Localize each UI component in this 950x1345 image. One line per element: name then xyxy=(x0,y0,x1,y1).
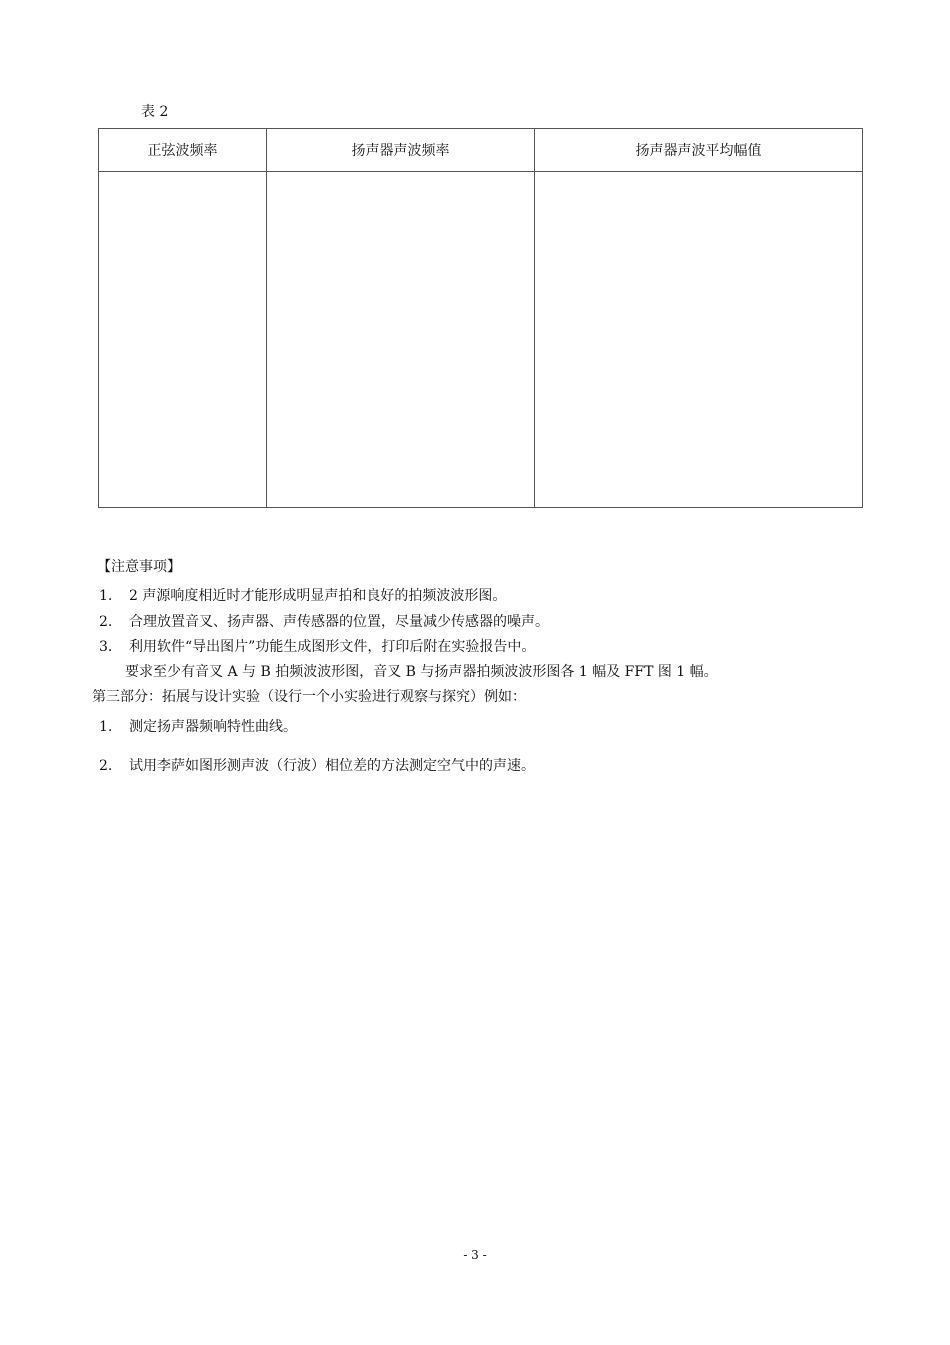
list-item-number: 1. xyxy=(99,719,113,735)
table-cell[interactable] xyxy=(535,172,863,508)
list-item-text: 2 声源响度相近时才能形成明显声拍和良好的拍频波波形图。 xyxy=(129,588,507,604)
list-item-number: 2. xyxy=(99,758,113,774)
table-cell[interactable] xyxy=(267,172,535,508)
table-header-row xyxy=(99,129,863,172)
list-item-text: 测定扬声器频响特性曲线。 xyxy=(129,719,297,735)
list-item xyxy=(99,636,535,656)
part3-heading: 第三部分：拓展与设计实验（设行一个小实验进行观察与探究）例如： xyxy=(92,689,526,705)
requirement-text: 要求至少有音叉 A 与 B 拍频波波形图，音叉 B 与扬声器拍频波波形图各 1 幅及 FFT 图 1 幅。 xyxy=(125,664,718,680)
list-item xyxy=(99,611,549,631)
list-item-number: 1. xyxy=(99,588,113,604)
list-item xyxy=(99,716,297,736)
list-item-text: 合理放置音叉、扬声器、声传感器的位置，尽量减少传感器的噪声。 xyxy=(129,614,549,630)
table-caption: 表 2 xyxy=(141,104,169,120)
column-header-speaker-frequency: 扬声器声波频率 xyxy=(267,129,535,172)
list-item xyxy=(99,585,506,605)
column-header-speaker-amplitude: 扬声器声波平均幅值 xyxy=(535,129,863,172)
list-item-text: 试用李萨如图形测声波（行波）相位差的方法测定空气中的声速。 xyxy=(129,758,535,774)
notes-heading: 【注意事项】 xyxy=(97,559,181,575)
list-item xyxy=(99,755,535,775)
list-item-number: 3. xyxy=(99,639,113,655)
table-cell[interactable] xyxy=(99,172,267,508)
column-header-sine-frequency: 正弦波频率 xyxy=(99,129,267,172)
list-item-number: 2. xyxy=(99,614,113,630)
data-table xyxy=(98,128,863,508)
table-row xyxy=(99,172,863,508)
page-number: - 3 - xyxy=(463,1248,487,1262)
list-item-text: 利用软件“导出图片”功能生成图形文件，打印后附在实验报告中。 xyxy=(129,639,536,655)
